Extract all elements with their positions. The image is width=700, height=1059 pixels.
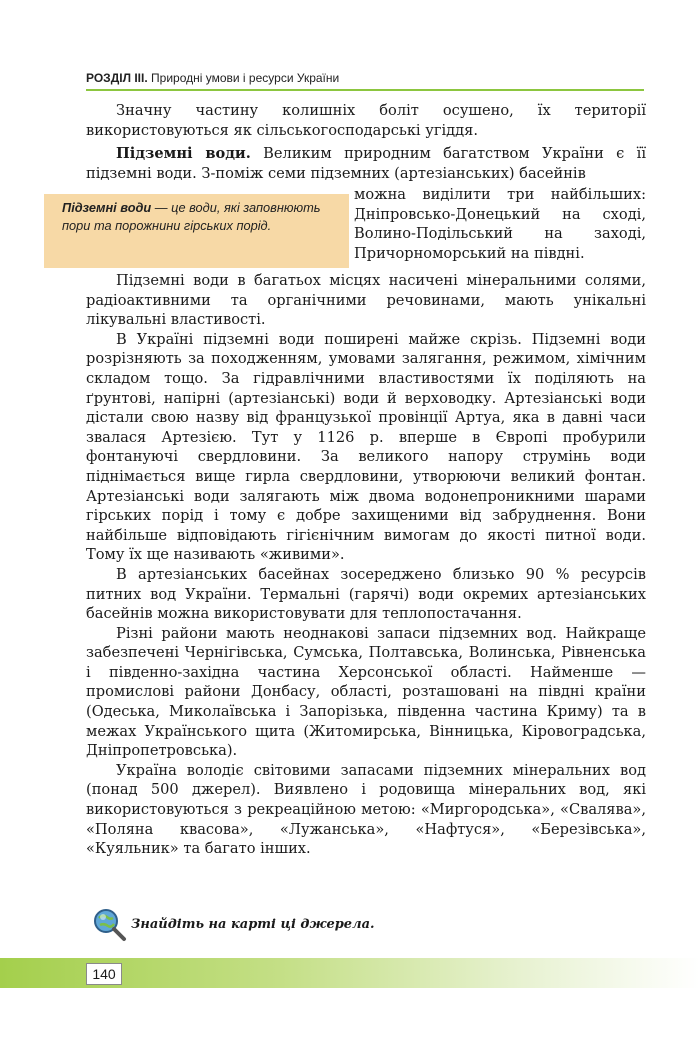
definition-note: [44, 194, 349, 268]
paragraph-2: Підземні води. Великим природним багатством України є її підземні води. З-поміж семи підземних (артезіанських) басейнів: [86, 145, 647, 182]
note-term: Підземні води: [62, 200, 152, 215]
groundwater-heading: Підземні води.: [116, 145, 251, 162]
paragraph-1: Значну частину колишніх боліт осушено, їх території використовуються як сільськогосподарські угіддя.: [86, 102, 646, 139]
running-header: [86, 71, 339, 85]
section-label: РОЗДІЛ ІІІ.: [86, 71, 148, 85]
magnifier-globe-icon: [91, 906, 127, 942]
paragraph-7: Україна володіє світовими запасами підземних мінеральних вод (понад 500 джерел). Виявлено і родовища мінеральних вод, які використовуються з рекреаційною метою: «Миргородська», «Свалява», «Поляна квасова», «Лужанська», «Нафтуся», «Березівська», «Куяльник» та багато інших.: [86, 761, 646, 858]
task-text: Знайдіть на карті ці джерела.: [131, 916, 375, 932]
paragraph-6: Різні райони мають неоднакові запаси підземних вод. Найкраще забезпечені Чернігівська, Сумська, Полтавська, Волинська, Рівненська і південно-західна частина Херсонської області. Найменше — промислові райони Донбасу, області, розташовані на півдні країни (Одеська, Миколаївська і Запорізька, південна частина Криму) та в межах Українського щита (Житомирська, Вінницька, Кіровоградська, Дніпропетровська).: [86, 624, 646, 760]
note-definition: — це води, які заповнюють пори та порожнини гірських порід.: [62, 200, 321, 233]
paragraph-4: В Україні підземні води поширені майже скрізь. Підземні води розрізняють за походженням, умовами залягання, режимом, хімічним складом тощо. За гідравлічними властивостями їх поділяють на ґрунтові, напірні (артезіанські) води й верховодку. Артезіанські води дістали свою назву від французької провінції Артуа, яка в давні часи звалася Артезією. Тут у 1126 р. вперше в Європі пробурили фонтануючі свердловини. За великого напору струмінь води піднімається вище гирла свердловини, утворюючи великий фонтан. Артезіанські води залягають між двома водонепроникними шарами гірських порід і тому є добре захищеними від забруднення. Вони найбільше відповідають гігієнічним вимогам до якості питної води. Тому їх ще називають «живими».: [86, 330, 646, 564]
section-title: Природні умови і ресурси України: [151, 71, 340, 85]
task-block: [91, 906, 375, 942]
page-number: 140: [86, 963, 122, 985]
header-divider: [86, 89, 644, 91]
paragraph-5: В артезіанських басейнах зосереджено близько 90 % ресурсів питних вод України. Термальні (гарячі) води окремих артезіанських басейнів можна використовувати для теплопостачання.: [86, 565, 646, 623]
basins-list: можна виділити три найбільших: Дніпровсько-Донецький на сході, Волино-Подільський на заході, Причорноморський на півдні.: [354, 186, 646, 262]
main-text: [86, 271, 646, 859]
paragraph-3: Підземні води в багатьох місцях насичені мінеральними солями, радіоактивними та органічними речовинами, мають унікальні лікувальні властивості.: [86, 272, 646, 329]
